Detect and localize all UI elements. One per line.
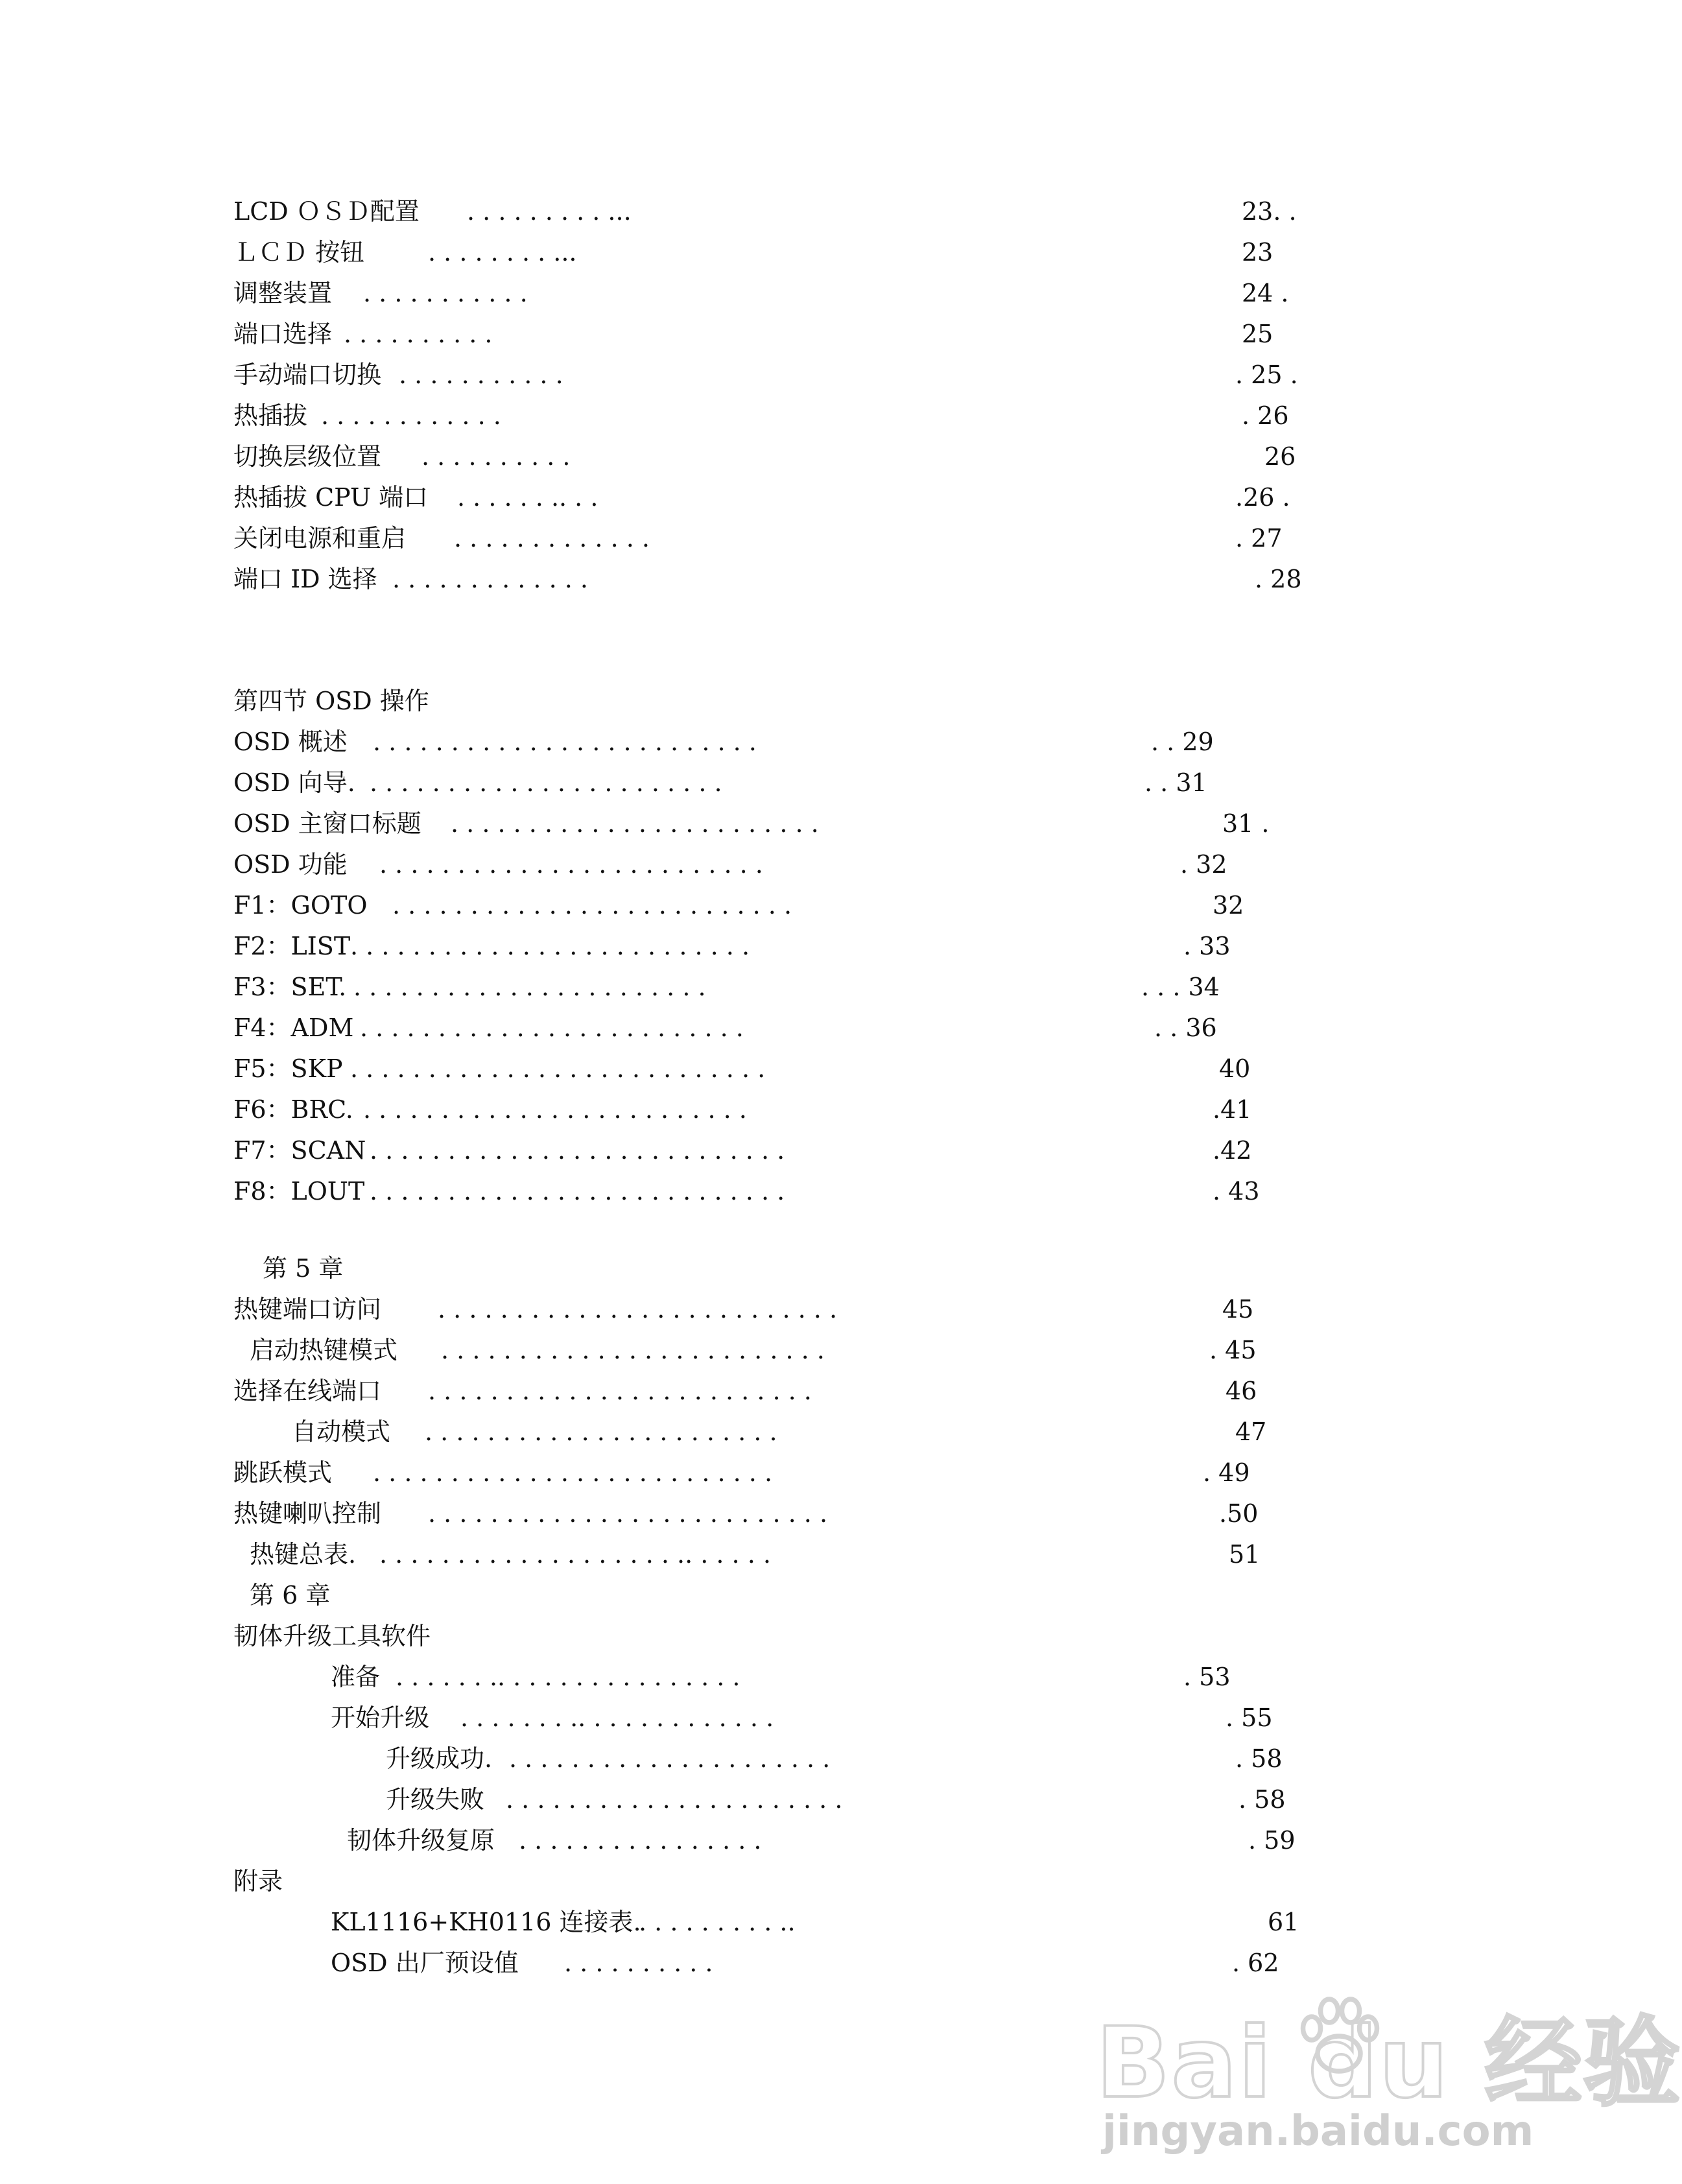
toc-label: 切换层级位置 [233,442,382,471]
toc-label: 自动模式 [292,1418,391,1446]
toc-row [233,1453,1323,1493]
toc-page-number: . 43 [1213,1177,1260,1205]
toc-page-number: 31 . [1222,809,1270,838]
toc-label: 热键端口访问 [233,1295,382,1323]
toc-row [233,396,1323,436]
toc-page-number: .42 [1213,1136,1252,1165]
toc-leader: . . . . . . . . . . . . . . . . . . . . . . . [370,768,722,797]
section-heading: 第四节 OSD 操作 [233,687,429,715]
toc-label: 端口选择 [233,320,333,348]
toc-page-number: 26 [1264,442,1296,471]
toc-page-number: . 53 [1183,1663,1231,1691]
chapter-heading: 第 6 章 [250,1581,331,1609]
toc-row [233,1089,1323,1130]
toc-label: 选择在线端口 [233,1377,382,1405]
toc-leader: . . . . . . . . . . . . . . . . . . . . . . . [425,1418,777,1446]
toc-row [233,436,1323,477]
toc-row [233,1371,1323,1411]
toc-row [233,803,1323,844]
toc-page-number: . 58 [1235,1744,1283,1773]
toc-page-number: 24 . [1242,279,1289,307]
toc-page-number: . 28 [1255,565,1302,593]
toc-page-number: .26 . [1235,483,1290,512]
toc-label: 准备 [331,1663,381,1691]
toc-row [347,1820,1436,1860]
toc-row [386,1779,1475,1820]
toc-leader: . . . . . . . . . . [421,442,571,471]
toc-page-number: 51 [1229,1540,1261,1569]
toc-row [233,232,1323,272]
toc-page-number: . 49 [1203,1458,1250,1487]
toc-leader: . . . . . . . . . . . [399,361,563,389]
toc-leader: . . . . . . . . . . . . . . . . . . . . . . . . . [441,1336,825,1364]
toc-row [331,1698,1420,1738]
toc-row [233,1493,1323,1534]
toc-leader: . . . . . . . . . . . . . . . . . . . . . . . . . [363,1095,747,1124]
toc-row [233,844,1323,884]
toc-label: OSD 向导. [233,768,355,797]
toc-page-number: . 58 [1238,1785,1286,1814]
toc-leader: . . . . . . . . . . . . . [454,524,650,552]
toc-leader: . . . . . . . . . . . . [321,401,501,430]
toc-page-number: . 33 [1183,932,1231,960]
toc-label: 调整装置 [233,279,333,307]
toc-row [233,314,1323,354]
toc-leader: . . . . . . .. . . . . . . . . . . . . . . . [396,1663,740,1691]
toc-page-number: 45 [1222,1295,1254,1323]
toc-row [233,885,1323,925]
toc-row [292,1412,1381,1452]
toc-label: 升级成功. [386,1744,493,1773]
toc-row [386,1739,1475,1779]
toc-page-number: . 45 [1209,1336,1257,1364]
toc-row [250,1330,1339,1370]
toc-label: 热键喇叭控制 [233,1499,382,1528]
toc-row [233,926,1323,966]
toc-page-number: 46 [1226,1377,1257,1405]
toc-page-number: . . 31 [1144,768,1207,797]
toc-page-number: . 62 [1232,1949,1279,1977]
toc-label: F1：GOTO [233,891,368,920]
toc-label: LCD ＯＳＤ配置 [233,197,420,226]
toc-page-number: . . 29 [1151,728,1214,756]
toc-page-number: .50 [1219,1499,1259,1528]
toc-leader: . . . . . . . . . . . . . . . . . . . . . . . . . . . [370,1136,785,1165]
toc-page-number: . 59 [1248,1826,1296,1855]
toc-row [331,1902,1420,1942]
toc-leader: . . . . . . . . . . . . . . . . . . . . . . . . . . [350,932,750,960]
toc-page-number: .41 [1213,1095,1252,1124]
toc-page-number: 47 [1235,1418,1267,1446]
toc-page-number: . . . 34 [1141,973,1220,1001]
toc-leader: . . . . . . . . . . . . . . . . . . . . . . . . . . [392,891,792,920]
toc-leader: . . . . . . . . . . . . . . . . [519,1826,762,1855]
toc-page-number: . 55 [1226,1703,1273,1732]
toc-page-number: . 27 [1235,524,1283,552]
toc-leader: . . . . . . . . . . . . . . . . . . . . . . . . . . [428,1499,828,1528]
toc-label: F3：SET. [233,973,347,1001]
toc-label: F6：BRC. [233,1095,353,1124]
toc-leader: . . . . . . . . . . . . . [392,565,588,593]
toc-leader: . . . . . . . . . . . [363,279,528,307]
toc-row [233,763,1323,803]
toc-leader: . . . . . . . . . . . . . . . . . . . . . . . . . [428,1377,812,1405]
toc-label: OSD 主窗口标题 [233,809,421,838]
toc-label: 升级失败 [386,1785,485,1814]
toc-leader: . . . . . . . . . . . . . . . . . . . . . . . . . . [438,1295,838,1323]
toc-page-number: 23 [1242,238,1273,267]
toc-leader: . . . . . . . . . . . . . . . . . . . . . . . . . [379,850,763,879]
toc-row [233,1130,1323,1170]
chapter-subheading: 韧体升级工具软件 [233,1622,431,1650]
toc-leader: . . . . . . . . . . . . . . . . . . . . . [509,1744,831,1773]
toc-leader: . . . . . . . . . . [344,320,493,348]
toc-leader: . . . . . . . . . . . . . . . . . . . . . . . [353,973,706,1001]
toc-page-number: . 26 [1242,401,1289,430]
toc-label: OSD 概述 [233,728,348,756]
toc-row [233,477,1323,517]
toc-row [233,191,1323,231]
toc-label: 端口 ID 选择 [233,565,377,593]
toc-label: 手动端口切换 [233,361,382,389]
toc-page-number: . 25 . [1235,361,1298,389]
toc-leader: . . . . . . . . . . . . . . . . . . . . . . [506,1785,843,1814]
toc-row [233,1289,1323,1329]
toc-label: 热插拔 [233,401,308,430]
toc-leader: . . . . . . .. . . [457,483,598,512]
toc-row [233,355,1323,395]
toc-leader: . . . . . . . . . . . . . . . . . . . . . . . . [451,809,819,838]
toc-row [233,967,1323,1007]
toc-page-number: 61 [1268,1908,1299,1936]
toc-row [233,1171,1323,1211]
toc-leader: . . . . . . . .. . . . . . . . . . . . . [460,1703,774,1732]
toc-label: F2：LIST [233,932,351,960]
toc-label: F5：SKP [233,1054,343,1083]
toc-leader: . . . . . . . . . . . . . . . . . . . . . . . . . . . [350,1054,766,1083]
toc-label: F4：ADM [233,1014,354,1042]
toc-leader: . . . . . . . . ... [428,238,577,267]
toc-page-number: 40 [1219,1054,1251,1083]
toc-label: OSD 出厂预设值 [331,1949,519,1977]
paw-icon [1290,1988,1388,2085]
toc-leader: . . . . . . . . . . [564,1949,713,1977]
toc-label: OSD 功能 [233,850,348,879]
chapter-heading: 第 5 章 [263,1254,344,1283]
toc-label: 关闭电源和重启 [233,524,407,552]
toc-leader: . . . . . . . . . . . . . . . . . . . . . . . . . [373,728,757,756]
toc-label: 热键总表. [250,1540,357,1569]
toc-label: 开始升级 [331,1703,430,1732]
toc-leader: . . . . . . . . . . . . . . . . . . . . . . . . . . . [370,1177,785,1205]
toc-row [233,1008,1323,1048]
appendix-heading: 附录 [233,1867,283,1895]
toc-page-number: 25 [1242,320,1273,348]
toc-row [233,273,1323,313]
toc-page-number: 23. . [1242,197,1297,226]
toc-leader: . . . . . . . . . ... [467,197,632,226]
toc-label: 韧体升级复原 [347,1826,495,1855]
toc-row [233,518,1323,558]
baidu-watermark [1096,1971,1682,2166]
toc-row [250,1534,1339,1574]
toc-row [331,1657,1420,1697]
toc-label: F7：SCAN [233,1136,366,1165]
toc-label: 跳跃模式 [233,1458,333,1487]
watermark-url: jingyan.baidu.com [1102,2107,1534,2155]
toc-row [233,1049,1323,1089]
toc-leader: . . . . . . . . . .. [639,1908,796,1936]
toc-leader: . . . . . . . . . . . . . . . . . . . .. . . . . . [379,1540,771,1569]
toc-page-number: . . 36 [1154,1014,1217,1042]
toc-row [233,559,1323,599]
toc-page-number: 32 [1213,891,1244,920]
toc-label: 启动热键模式 [250,1336,398,1364]
toc-label: 热插拔 CPU 端口 [233,483,429,512]
toc-label: F8：LOUT [233,1177,365,1205]
toc-row [233,722,1323,762]
toc-leader: . . . . . . . . . . . . . . . . . . . . . . . . . . [373,1458,773,1487]
toc-label: ＬＣＤ 按钮 [233,238,365,267]
toc-page-number: . 32 [1180,850,1227,879]
toc-leader: . . . . . . . . . . . . . . . . . . . . . . . . . [360,1014,744,1042]
toc-label: KL1116+KH0116 连接表. [331,1908,641,1936]
watermark-brand: Bai du 经验 [1096,2007,1682,2120]
